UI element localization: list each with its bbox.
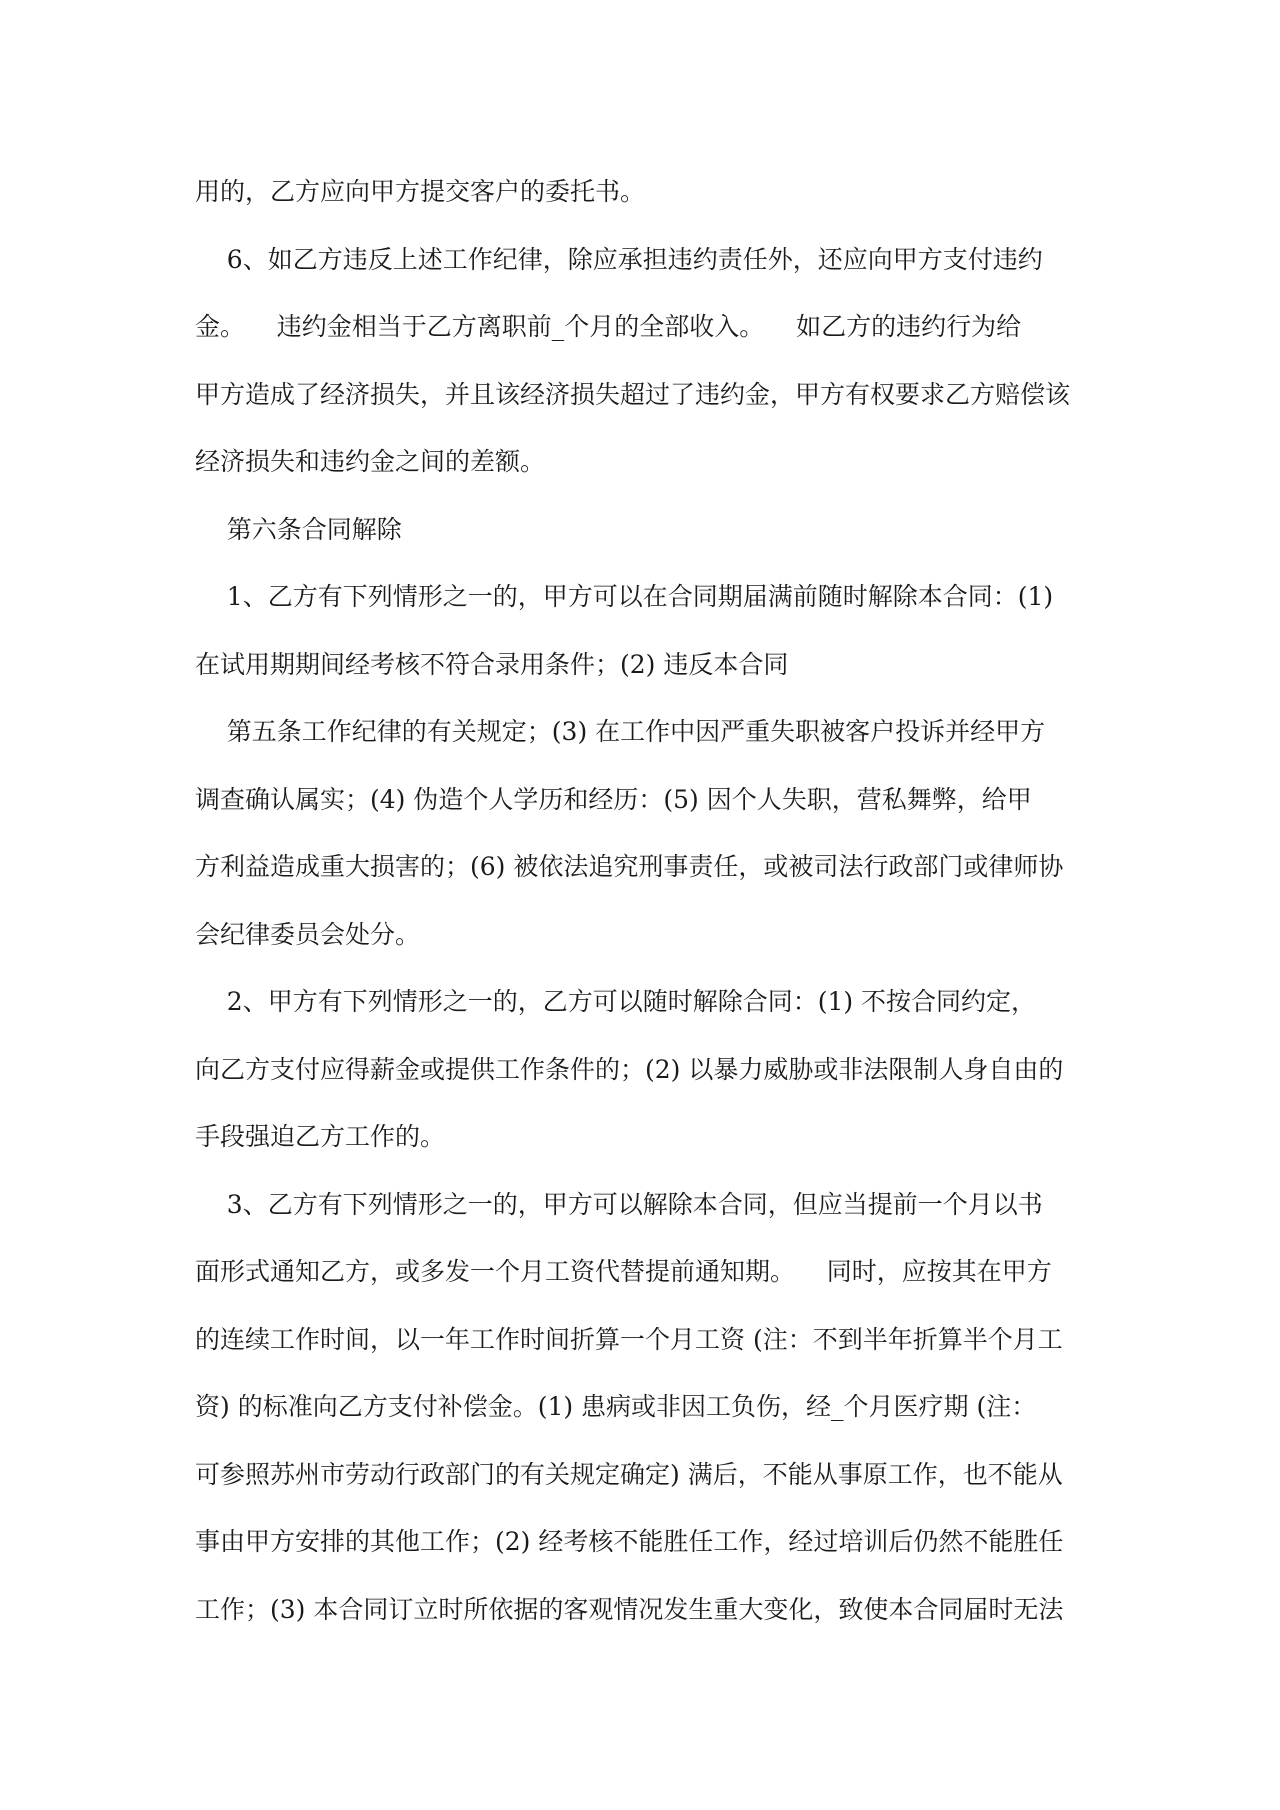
text-line: 1、乙方有下列情形之一的，甲方可以在合同期届满前随时解除本合同：(1): [195, 582, 1054, 611]
text-line: 调查确认属实；(4) 伪造个人学历和经历：(5) 因个人失职，营私舞弊，给甲: [195, 784, 1032, 814]
text-line: 第五条工作纪律的有关规定；(3) 在工作中因严重失职被客户投诉并经甲方: [195, 717, 1046, 746]
text-line: 6、如乙方违反上述工作纪律，除应承担违约责任外，还应向甲方支付违约: [195, 244, 1043, 274]
text-line: 手段强迫乙方工作的。: [195, 1122, 446, 1151]
text-line: 的连续工作时间，以一年工作时间折算一个月工资 (注：不到半年折算半个月工: [195, 1324, 1063, 1354]
section-heading: 第六条合同解除: [195, 514, 402, 544]
text-line: 3、乙方有下列情形之一的，甲方可以解除本合同，但应当提前一个月以书: [195, 1189, 1043, 1219]
text-line: 2、甲方有下列情形之一的，乙方可以随时解除合同：(1) 不按合同约定，: [195, 987, 1037, 1016]
text-line: 面形式通知乙方，或多发一个月工资代替提前通知期。 同时，应按其在甲方: [195, 1257, 1052, 1286]
text-line: 会纪律委员会处分。: [195, 919, 421, 949]
text-line: 事由甲方安排的其他工作；(2) 经考核不能胜任工作，经过培训后仍然不能胜任: [195, 1527, 1064, 1556]
text-line: 用的，乙方应向甲方提交客户的委托书。: [195, 177, 646, 206]
text-line: 金。 违约金相当于乙方离职前_个月的全部收入。 如乙方的违约行为给: [195, 312, 1022, 341]
text-line: 甲方造成了经济损失，并且该经济损失超过了违约金，甲方有权要求乙方赔偿该: [195, 379, 1071, 409]
text-line: 在试用期期间经考核不符合录用条件；(2) 违反本合同: [195, 649, 789, 679]
text-line: 资) 的标准向乙方支付补偿金。(1) 患病或非因工负伤，经_个月医疗期 (注：: [195, 1392, 1037, 1421]
text-line: 可参照苏州市劳动行政部门的有关规定确定) 满后，不能从事原工作，也不能从: [195, 1459, 1063, 1489]
text-line: 向乙方支付应得薪金或提供工作条件的；(2) 以暴力威胁或非法限制人身自由的: [195, 1054, 1064, 1084]
document-body: [195, 158, 1095, 1643]
text-line: 经济损失和违约金之间的差额。: [195, 447, 546, 476]
text-line: 工作；(3) 本合同订立时所依据的客观情况发生重大变化，致使本合同届时无法: [195, 1594, 1064, 1624]
text-line: 方利益造成重大损害的；(6) 被依法追究刑事责任，或被司法行政部门或律师协: [195, 852, 1064, 881]
